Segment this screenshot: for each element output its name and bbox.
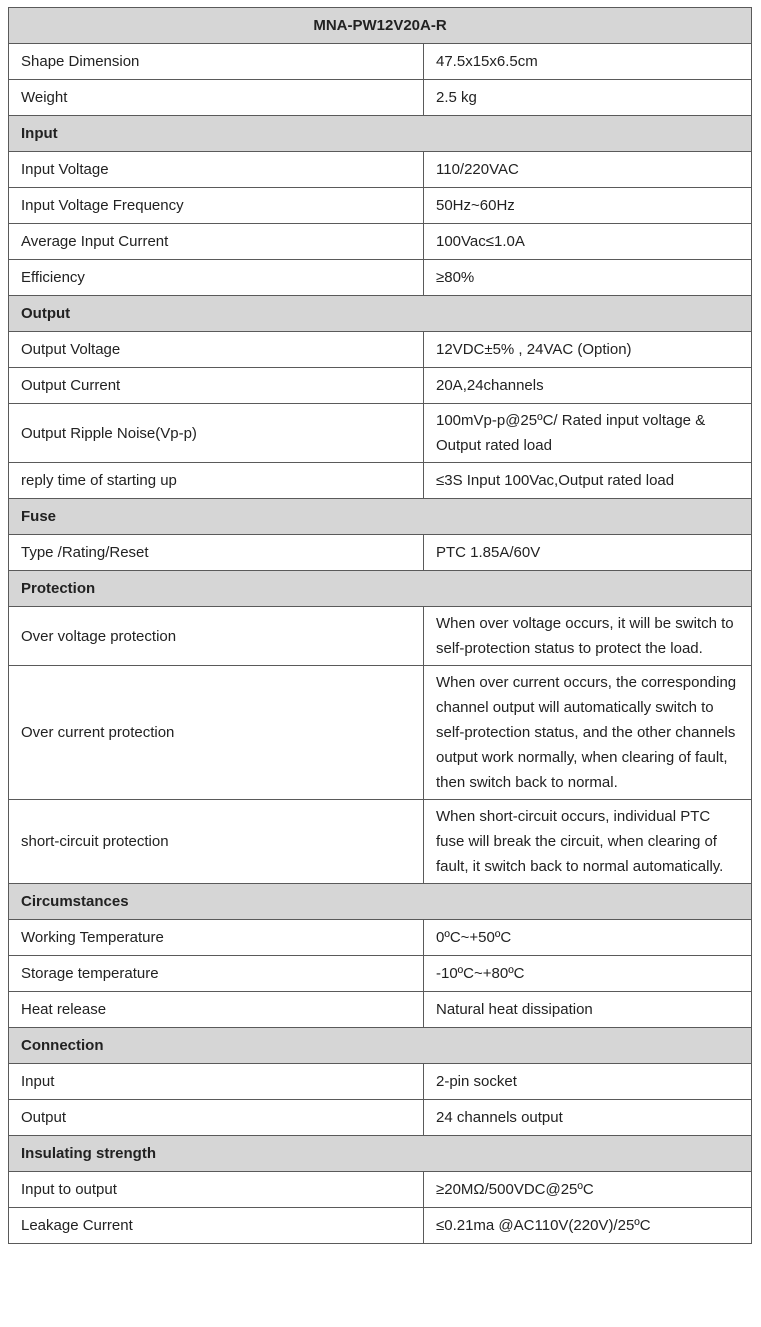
table-row — [9, 152, 752, 188]
specification-table — [8, 7, 752, 1244]
table-row — [9, 188, 752, 224]
section-header-row — [9, 1028, 752, 1064]
section-heading: Insulating strength — [9, 1136, 752, 1172]
title-row — [9, 8, 752, 44]
table-row — [9, 1172, 752, 1208]
table-row — [9, 368, 752, 404]
table-row — [9, 332, 752, 368]
table-row — [9, 80, 752, 116]
spec-value: 100Vac≤1.0A — [424, 224, 752, 260]
section-header-row — [9, 571, 752, 607]
spec-value: 0ºC~+50ºC — [424, 920, 752, 956]
spec-value: ≥80% — [424, 260, 752, 296]
section-heading: Circumstances — [9, 884, 752, 920]
product-model-title: MNA-PW12V20A-R — [9, 8, 752, 44]
spec-label: Output Voltage — [9, 332, 424, 368]
spec-value: Natural heat dissipation — [424, 992, 752, 1028]
spec-label: Output Ripple Noise(Vp-p) — [9, 404, 424, 463]
spec-label: Input to output — [9, 1172, 424, 1208]
section-heading: Connection — [9, 1028, 752, 1064]
spec-label: Input Voltage Frequency — [9, 188, 424, 224]
section-heading: Input — [9, 116, 752, 152]
section-header-row — [9, 1136, 752, 1172]
spec-label: reply time of starting up — [9, 463, 424, 499]
table-row — [9, 1064, 752, 1100]
table-row — [9, 666, 752, 800]
spec-label: Efficiency — [9, 260, 424, 296]
specification-table-body — [9, 8, 752, 1244]
section-header-row — [9, 499, 752, 535]
spec-value: 20A,24channels — [424, 368, 752, 404]
spec-value: 12VDC±5% , 24VAC (Option) — [424, 332, 752, 368]
spec-label: short-circuit protection — [9, 800, 424, 884]
spec-value: When short-circuit occurs, individual PTC fuse will break the circuit, when clearing of fault, it switch back to normal automatically. — [424, 800, 752, 884]
spec-value: When over current occurs, the corresponding channel output will automatically switch to self-protection status, and the other channels output work normally, when clearing of fault, then switch back to normal. — [424, 666, 752, 800]
spec-label: Type /Rating/Reset — [9, 535, 424, 571]
spec-value: 47.5x15x6.5cm — [424, 44, 752, 80]
table-row — [9, 463, 752, 499]
table-row — [9, 44, 752, 80]
spec-value: 24 channels output — [424, 1100, 752, 1136]
table-row — [9, 1208, 752, 1244]
spec-value: -10ºC~+80ºC — [424, 956, 752, 992]
spec-label: Storage temperature — [9, 956, 424, 992]
spec-value: 100mVp-p@25ºC/ Rated input voltage & Output rated load — [424, 404, 752, 463]
spec-label: Leakage Current — [9, 1208, 424, 1244]
table-row — [9, 404, 752, 463]
spec-sheet — [8, 7, 752, 1244]
spec-label: Working Temperature — [9, 920, 424, 956]
spec-label: Input Voltage — [9, 152, 424, 188]
table-row — [9, 260, 752, 296]
spec-label: Output Current — [9, 368, 424, 404]
spec-label: Over voltage protection — [9, 607, 424, 666]
spec-value: 110/220VAC — [424, 152, 752, 188]
table-row — [9, 920, 752, 956]
spec-value: PTC 1.85A/60V — [424, 535, 752, 571]
section-heading: Output — [9, 296, 752, 332]
table-row — [9, 956, 752, 992]
table-row — [9, 224, 752, 260]
section-heading: Fuse — [9, 499, 752, 535]
spec-value: ≤0.21ma @AC110V(220V)/25ºC — [424, 1208, 752, 1244]
spec-value: ≥20MΩ/500VDC@25ºC — [424, 1172, 752, 1208]
spec-label: Weight — [9, 80, 424, 116]
spec-label: Average Input Current — [9, 224, 424, 260]
section-header-row — [9, 296, 752, 332]
spec-value: ≤3S Input 100Vac,Output rated load — [424, 463, 752, 499]
spec-value: 2-pin socket — [424, 1064, 752, 1100]
table-row — [9, 607, 752, 666]
section-header-row — [9, 116, 752, 152]
table-row — [9, 800, 752, 884]
spec-label: Shape Dimension — [9, 44, 424, 80]
spec-value: 50Hz~60Hz — [424, 188, 752, 224]
spec-value: When over voltage occurs, it will be switch to self-protection status to protect the load. — [424, 607, 752, 666]
section-header-row — [9, 884, 752, 920]
table-row — [9, 535, 752, 571]
spec-label: Input — [9, 1064, 424, 1100]
section-heading: Protection — [9, 571, 752, 607]
spec-label: Heat release — [9, 992, 424, 1028]
spec-value: 2.5 kg — [424, 80, 752, 116]
spec-label: Over current protection — [9, 666, 424, 800]
spec-label: Output — [9, 1100, 424, 1136]
table-row — [9, 992, 752, 1028]
table-row — [9, 1100, 752, 1136]
